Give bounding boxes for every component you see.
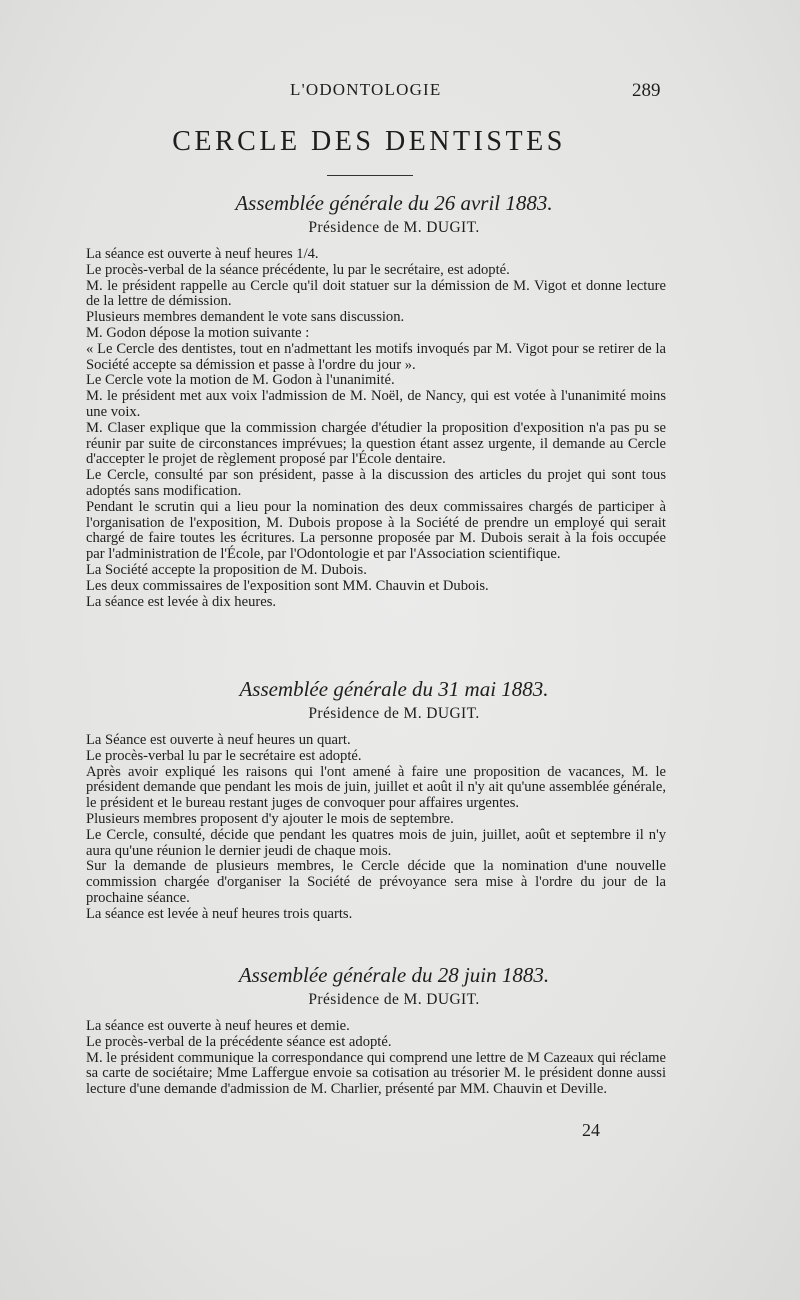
paragraph: Les deux commissaires de l'exposition sont MM. Chauvin et Dubois. <box>86 577 489 594</box>
paragraph: Sur la demande de plusieurs membres, le Cercle décide que la nomination d'une nouvelle commission chargée d'organiser la Société de prévoyance sera mise à l'ordre du jour de la prochaine séance. <box>86 858 666 906</box>
section-heading: Assemblée générale du 28 juin 1883. <box>238 963 550 987</box>
section-31-mai <box>86 676 666 923</box>
paragraph: Plusieurs membres proposent d'y ajouter le mois de septembre. <box>86 810 454 827</box>
paragraph: La séance est levée à dix heures. <box>86 593 277 610</box>
paragraph: Le procès-verbal lu par le secrétaire est adopté. <box>86 747 362 764</box>
paragraph: Le Cercle, consulté par son président, passe à la discussion des articles du projet qui sont tous adoptés sans modification. <box>86 467 666 499</box>
paragraph: La séance est ouverte à neuf heures et demie. <box>86 1018 350 1034</box>
section-heading: Assemblée générale du 26 avril 1883. <box>235 191 553 215</box>
paragraph: M. le président rappelle au Cercle qu'il doit statuer sur la démission de M. Vigot et donne lecture de la lettre de démission. <box>86 277 666 310</box>
section-presidence: Présidence de M. DUGIT. <box>308 991 480 1008</box>
section-heading: Assemblée générale du 31 mai 1883. <box>239 677 549 701</box>
running-title: L'ODONTOLOGIE <box>290 80 442 99</box>
signature-mark: 24 <box>582 1120 600 1140</box>
title-rule <box>327 175 413 176</box>
paragraph: La séance est levée à neuf heures trois quarts. <box>86 905 353 922</box>
paragraph: Après avoir expliqué les raisons qui l'ont amené à faire une proposition de vacances, M. le président demande que pendant les mois de juin, juillet et août il n'y ait qu'une assemblée générale, le président et le bureau restant juges de convoquer pour affaires urgentes. <box>86 763 666 812</box>
running-header <box>0 80 800 102</box>
section-presidence: Présidence de M. DUGIT. <box>308 219 480 236</box>
paragraph: La Séance est ouverte à neuf heures un quart. <box>86 732 351 748</box>
paragraph: M. le président communique la correspondance qui comprend une lettre de M Cazeaux qui réclame sa carte de sociétaire; Mme Laffergue envoie sa cotisation au trésorier M. le président donne aussi lecture d'une demande d'admission de M. Charlier, présenté par MM. Chauvin et Deville. <box>86 1049 666 1098</box>
paragraph: M. Godon dépose la motion suivante : <box>86 324 310 341</box>
paragraph: Le procès-verbal de la séance précédente, lu par le secrétaire, est adopté. <box>86 261 510 278</box>
paragraph: La séance est ouverte à neuf heures 1/4. <box>86 246 319 262</box>
paragraph: M. le président met aux voix l'admission de M. Noël, de Nancy, qui est votée à l'unanimité moins une voix. <box>86 388 666 420</box>
page-number: 289 <box>632 80 661 101</box>
section-28-juin <box>86 962 666 1098</box>
paragraph: « Le Cercle des dentistes, tout en n'admettant les motifs invoqués par M. Vigot pour se retirer de la Société accepte sa démission et passe à l'ordre du jour ». <box>86 340 666 373</box>
paragraph: La Société accepte la proposition de M. Dubois. <box>86 561 367 578</box>
section-presidence: Présidence de M. DUGIT. <box>308 705 480 722</box>
paragraph: Plusieurs membres demandent le vote sans discussion. <box>86 309 405 326</box>
paragraph: Le Cercle vote la motion de M. Godon à l'unanimité. <box>86 372 395 389</box>
paragraph: M. Claser explique que la commission chargée d'étudier la proposition d'exposition n'a pas pu se réunir par suite de circonstances imprévues; la question étant assez urgente, il demande au Cercle d'accepter le projet de règlement proposé par l'École dentaire. <box>86 419 666 468</box>
page-title: CERCLE DES DENTISTES <box>172 126 566 157</box>
paragraph: Pendant le scrutin qui a lieu pour la nomination des deux commissaires chargés de participer à l'organisation de l'exposition, M. Dubois propose à la Société de prendre un employé qui serait chargé de faire toutes les écritures. La personne proposée par M. Dubois serait à la fois occupée par l'administration de l'École, par l'Odontologie et par l'Association scientifique. <box>86 498 666 563</box>
paragraph: Le Cercle, consulté, décide que pendant les quatres mois de juin, juillet, août et septembre il n'y aura qu'une réunion le dernier jeudi de chaque mois. <box>86 826 666 859</box>
paragraph: Le procès-verbal de la précédente séance est adopté. <box>86 1033 392 1050</box>
section-26-avril <box>86 190 666 610</box>
